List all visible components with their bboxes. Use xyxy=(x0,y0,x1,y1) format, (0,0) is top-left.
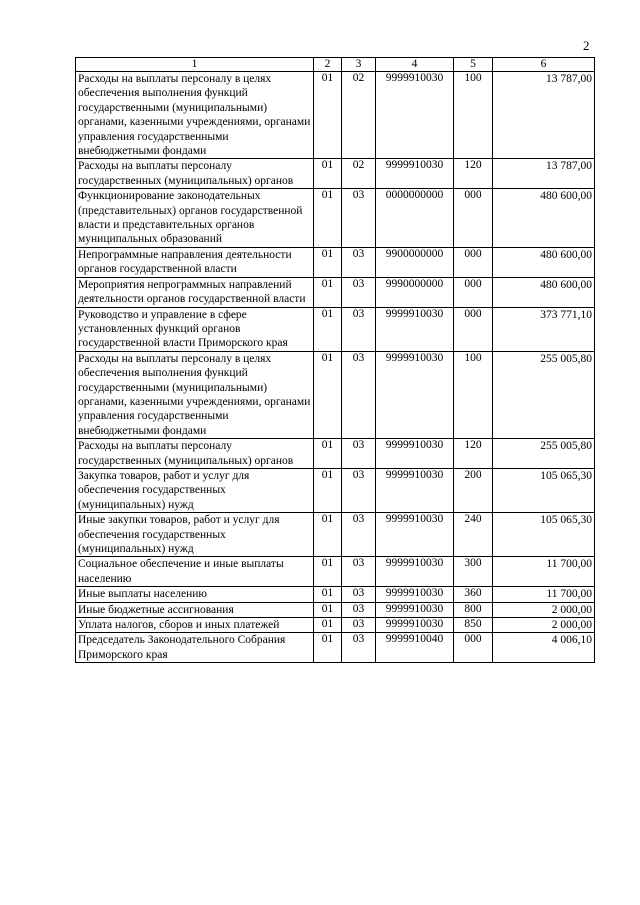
target-article-cell: 9999910030 xyxy=(376,618,454,633)
expense-type-cell: 120 xyxy=(454,159,493,189)
target-article-cell: 9900000000 xyxy=(376,247,454,277)
subsection-code-cell: 02 xyxy=(342,159,376,189)
expense-type-cell: 240 xyxy=(454,513,493,557)
expense-type-cell: 300 xyxy=(454,557,493,587)
amount-cell: 11 700,00 xyxy=(493,587,595,602)
expense-type-cell: 120 xyxy=(454,439,493,469)
amount-cell: 105 065,30 xyxy=(493,468,595,512)
section-code-cell: 01 xyxy=(314,189,342,248)
section-code-cell: 01 xyxy=(314,247,342,277)
amount-cell: 13 787,00 xyxy=(493,159,595,189)
table-row xyxy=(76,307,595,351)
item-name-cell: Функционирование законодательных (представительных) органов государственной власти и представительных органов муниципальных образований xyxy=(76,189,314,248)
section-code-cell: 01 xyxy=(314,351,342,438)
target-article-cell: 9999910030 xyxy=(376,513,454,557)
expense-type-cell: 100 xyxy=(454,351,493,438)
table-row xyxy=(76,602,595,617)
subsection-code-cell: 03 xyxy=(342,468,376,512)
budget-table xyxy=(75,57,595,663)
target-article-cell: 9999910030 xyxy=(376,439,454,469)
table-row xyxy=(76,633,595,663)
subsection-code-cell: 03 xyxy=(342,277,376,307)
target-article-cell: 9999910030 xyxy=(376,351,454,438)
amount-cell: 13 787,00 xyxy=(493,72,595,159)
subsection-code-cell: 03 xyxy=(342,618,376,633)
table-row xyxy=(76,247,595,277)
section-code-cell: 01 xyxy=(314,618,342,633)
subsection-code-cell: 03 xyxy=(342,513,376,557)
amount-cell: 480 600,00 xyxy=(493,247,595,277)
amount-cell: 373 771,10 xyxy=(493,307,595,351)
item-name-cell: Уплата налогов, сборов и иных платежей xyxy=(76,618,314,633)
item-name-cell: Иные выплаты населению xyxy=(76,587,314,602)
amount-cell: 4 006,10 xyxy=(493,633,595,663)
target-article-cell: 9999910040 xyxy=(376,633,454,663)
target-article-cell: 9999910030 xyxy=(376,307,454,351)
section-code-cell: 01 xyxy=(314,277,342,307)
amount-cell: 480 600,00 xyxy=(493,189,595,248)
subsection-code-cell: 03 xyxy=(342,351,376,438)
item-name-cell: Расходы на выплаты персоналу государственных (муниципальных) органов xyxy=(76,159,314,189)
expense-type-cell: 000 xyxy=(454,189,493,248)
item-name-cell: Мероприятия непрограммных направлений деятельности органов государственной власти xyxy=(76,277,314,307)
target-article-cell: 9999910030 xyxy=(376,557,454,587)
expense-type-cell: 850 xyxy=(454,618,493,633)
item-name-cell: Социальное обеспечение и иные выплаты населению xyxy=(76,557,314,587)
expense-type-cell: 200 xyxy=(454,468,493,512)
amount-cell: 2 000,00 xyxy=(493,602,595,617)
target-article-cell: 9999910030 xyxy=(376,468,454,512)
column-header-5: 5 xyxy=(454,58,493,72)
item-name-cell: Расходы на выплаты персоналу в целях обеспечения выполнения функций государственными (муниципальными) органами, казенными учреждениями, органами управления государственными внебюджетными фондами xyxy=(76,72,314,159)
amount-cell: 105 065,30 xyxy=(493,513,595,557)
target-article-cell: 9999910030 xyxy=(376,602,454,617)
subsection-code-cell: 03 xyxy=(342,557,376,587)
section-code-cell: 01 xyxy=(314,602,342,617)
section-code-cell: 01 xyxy=(314,468,342,512)
amount-cell: 480 600,00 xyxy=(493,277,595,307)
item-name-cell: Руководство и управление в сфере установленных функций органов государственной власти Приморского края xyxy=(76,307,314,351)
expense-type-cell: 000 xyxy=(454,633,493,663)
column-header-4: 4 xyxy=(376,58,454,72)
section-code-cell: 01 xyxy=(314,587,342,602)
item-name-cell: Расходы на выплаты персоналу государственных (муниципальных) органов xyxy=(76,439,314,469)
item-name-cell: Иные закупки товаров, работ и услуг для обеспечения государственных (муниципальных) нужд xyxy=(76,513,314,557)
table-header-row xyxy=(76,58,595,72)
section-code-cell: 01 xyxy=(314,72,342,159)
section-code-cell: 01 xyxy=(314,439,342,469)
section-code-cell: 01 xyxy=(314,513,342,557)
subsection-code-cell: 03 xyxy=(342,307,376,351)
section-code-cell: 01 xyxy=(314,159,342,189)
item-name-cell: Председатель Законодательного Собрания Приморского края xyxy=(76,633,314,663)
expense-type-cell: 800 xyxy=(454,602,493,617)
subsection-code-cell: 03 xyxy=(342,587,376,602)
column-header-1: 1 xyxy=(76,58,314,72)
column-header-3: 3 xyxy=(342,58,376,72)
table-row xyxy=(76,468,595,512)
subsection-code-cell: 03 xyxy=(342,633,376,663)
section-code-cell: 01 xyxy=(314,633,342,663)
item-name-cell: Непрограммные направления деятельности органов государственной власти xyxy=(76,247,314,277)
target-article-cell: 9999910030 xyxy=(376,159,454,189)
target-article-cell: 9999910030 xyxy=(376,587,454,602)
section-code-cell: 01 xyxy=(314,307,342,351)
subsection-code-cell: 03 xyxy=(342,247,376,277)
expense-type-cell: 100 xyxy=(454,72,493,159)
table-row xyxy=(76,618,595,633)
subsection-code-cell: 02 xyxy=(342,72,376,159)
table-row xyxy=(76,277,595,307)
target-article-cell: 0000000000 xyxy=(376,189,454,248)
target-article-cell: 9990000000 xyxy=(376,277,454,307)
subsection-code-cell: 03 xyxy=(342,439,376,469)
item-name-cell: Расходы на выплаты персоналу в целях обеспечения выполнения функций государственными (муниципальными) органами, казенными учреждениями, органами управления государственными внебюджетными фондами xyxy=(76,351,314,438)
amount-cell: 2 000,00 xyxy=(493,618,595,633)
subsection-code-cell: 03 xyxy=(342,602,376,617)
amount-cell: 11 700,00 xyxy=(493,557,595,587)
table-row xyxy=(76,557,595,587)
amount-cell: 255 005,80 xyxy=(493,439,595,469)
amount-cell: 255 005,80 xyxy=(493,351,595,438)
column-header-6: 6 xyxy=(493,58,595,72)
table-row xyxy=(76,587,595,602)
table-row xyxy=(76,189,595,248)
table-row xyxy=(76,159,595,189)
table-row xyxy=(76,513,595,557)
table-row xyxy=(76,351,595,438)
expense-type-cell: 000 xyxy=(454,247,493,277)
page-number: 2 xyxy=(583,38,590,53)
expense-type-cell: 360 xyxy=(454,587,493,602)
table-row xyxy=(76,439,595,469)
expense-type-cell: 000 xyxy=(454,307,493,351)
subsection-code-cell: 03 xyxy=(342,189,376,248)
table-row xyxy=(76,72,595,159)
item-name-cell: Иные бюджетные ассигнования xyxy=(76,602,314,617)
item-name-cell: Закупка товаров, работ и услуг для обеспечения государственных (муниципальных) нужд xyxy=(76,468,314,512)
target-article-cell: 9999910030 xyxy=(376,72,454,159)
column-header-2: 2 xyxy=(314,58,342,72)
section-code-cell: 01 xyxy=(314,557,342,587)
expense-type-cell: 000 xyxy=(454,277,493,307)
